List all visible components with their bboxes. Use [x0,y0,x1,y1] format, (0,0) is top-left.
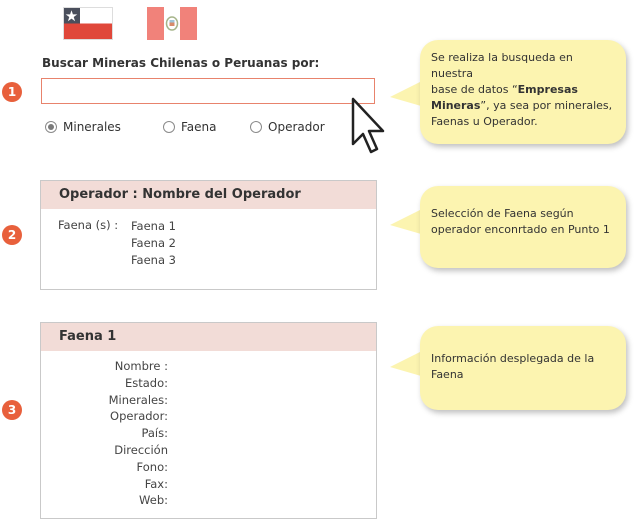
chile-flag-icon [63,7,113,40]
radio-faena[interactable] [163,120,217,134]
field-estado: Estado: [124,375,168,390]
callout-1 [420,40,626,144]
faena-panel-title: Faena 1 [41,323,376,351]
peru-flag-icon [147,7,197,40]
radio-faena-label: Faena [181,120,217,134]
callout-3-line1: Información desplegada de la [431,352,595,365]
callout-1-line4: Faenas u Operador. [431,115,538,128]
step-1-badge: 1 [2,82,22,102]
faena-label: Faena (s) : [58,218,119,232]
radio-operador-dot[interactable] [250,121,262,133]
callout-1-line1: Se realiza la busqueda en nuestra [431,51,573,80]
search-input[interactable] [41,78,375,104]
callout-3-line2: Faena [431,368,464,381]
operator-panel-title: Operador : Nombre del Operador [41,181,376,209]
step-2-badge: 2 [2,225,22,245]
mouse-cursor-icon [350,96,390,158]
field-web: Web: [139,493,168,508]
callout-1-line2: base de datos “Empresas [431,83,578,96]
faena-list-item[interactable]: Faena 3 [131,253,176,267]
radio-operador[interactable] [250,120,325,134]
field-direccion: Dirección [114,442,168,457]
radio-minerales-dot[interactable] [45,121,57,133]
faena-list-item[interactable]: Faena 1 [131,219,176,233]
field-fax: Fax: [144,476,168,491]
radio-operador-label: Operador [268,120,325,134]
callout-2-line2: operador enconrtado en Punto 1 [431,223,610,236]
field-minerales: Minerales: [108,392,168,407]
callout-1-line3: Mineras”, ya sea por minerales, [431,99,613,112]
radio-minerales[interactable] [45,120,121,134]
operator-panel [40,180,377,290]
callout-2 [420,186,626,268]
search-title: Buscar Mineras Chilenas o Peruanas por: [42,56,320,70]
field-nombre: Nombre : [114,359,168,373]
radio-faena-dot[interactable] [163,121,175,133]
faena-fields [41,358,168,509]
radio-minerales-label: Minerales [63,120,121,134]
faena-list [131,218,176,269]
step-3-badge: 3 [2,400,22,420]
callout-3 [420,326,626,410]
faena-panel [40,322,377,519]
field-pais: País: [141,426,168,441]
field-operador: Operador: [110,409,168,424]
callout-2-line1: Selección de Faena según [431,207,574,220]
faena-list-item[interactable]: Faena 2 [131,236,176,250]
field-fono: Fono: [136,459,168,474]
